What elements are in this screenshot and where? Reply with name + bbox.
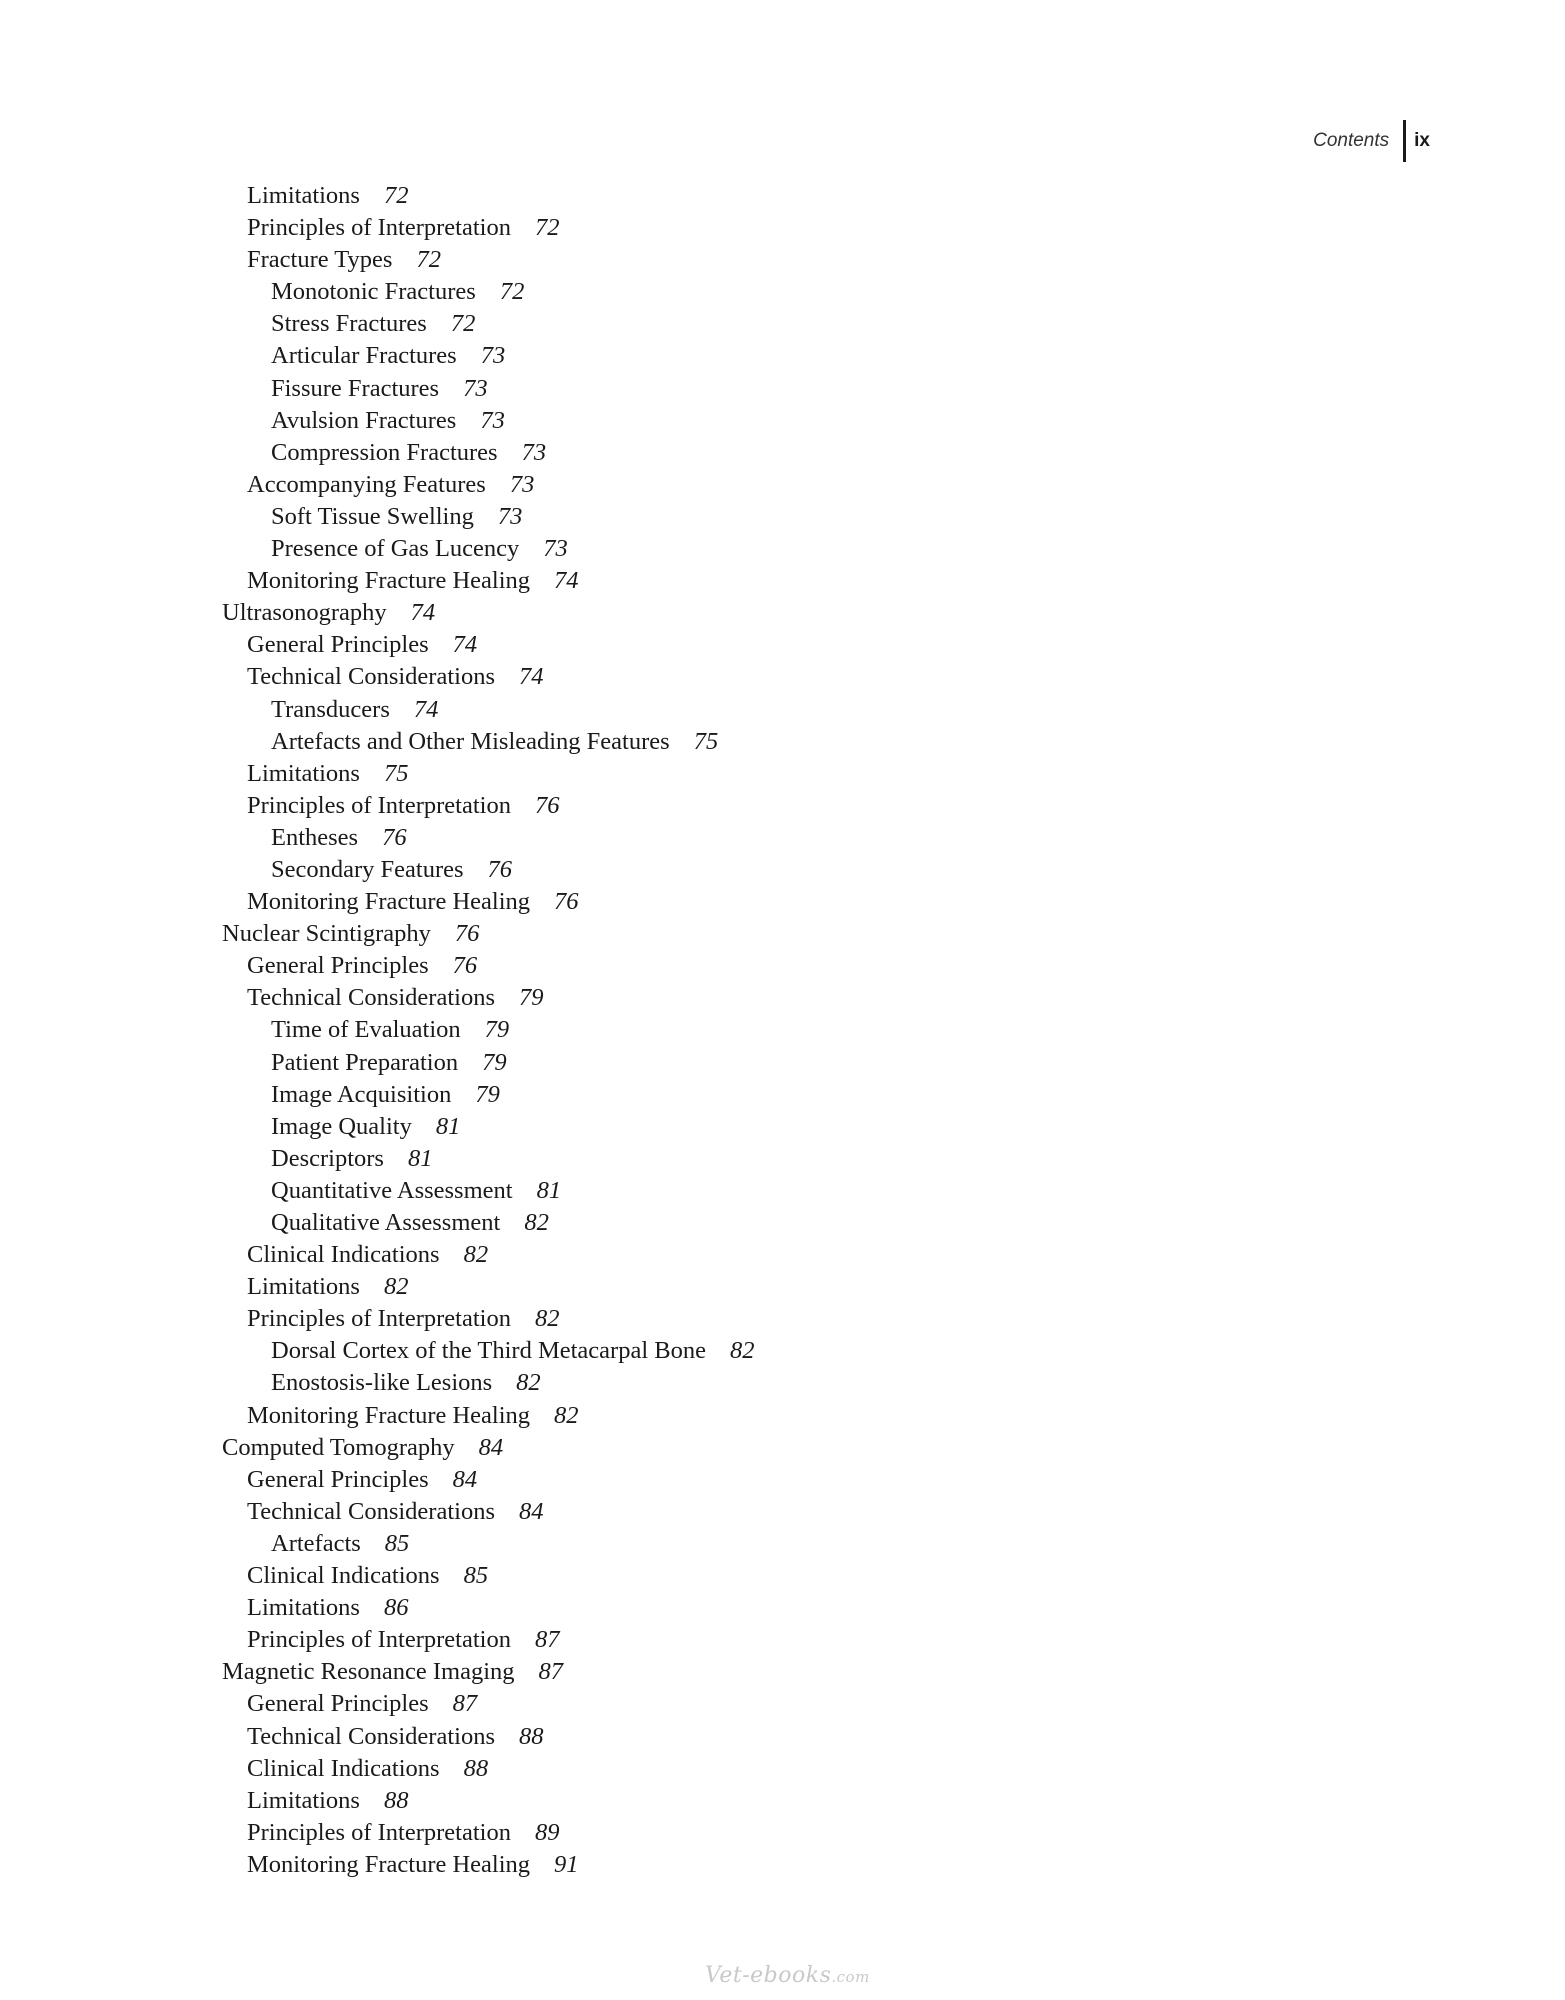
toc-entry-title: Limitations [247, 1786, 360, 1814]
toc-entry [222, 1721, 754, 1753]
running-head-section: Contents [1313, 130, 1390, 151]
toc-entry-page: 85 [384, 1529, 410, 1557]
toc-entry-page: 81 [407, 1144, 433, 1172]
toc-entry-title: Avulsion Fractures [271, 406, 457, 434]
toc-entry [222, 1367, 754, 1399]
toc-entry-page: 87 [534, 1626, 560, 1654]
toc-entry [222, 1239, 754, 1271]
toc-entry-page: 84 [518, 1497, 544, 1525]
toc-entry-page: 79 [482, 1048, 507, 1076]
toc-entry [222, 1624, 754, 1656]
toc-entry-title: Fracture Types [247, 246, 393, 274]
toc-entry-page: 74 [413, 695, 439, 723]
toc-entry-title: Limitations [247, 1273, 360, 1301]
toc-entry-title: Time of Evaluation [271, 1016, 461, 1044]
toc-entry [222, 1111, 754, 1143]
toc-entry-title: Compression Fractures [271, 438, 498, 466]
toc-entry [222, 1592, 754, 1624]
toc-entry-page: 72 [416, 246, 441, 274]
toc-entry-title: Ultrasonography [222, 599, 387, 627]
toc-entry-title: Patient Preparation [271, 1048, 459, 1076]
toc-entry [222, 469, 754, 501]
toc-entry-title: General Principles [247, 1690, 429, 1718]
page-number: ix [1414, 130, 1430, 151]
toc-entry [222, 1496, 754, 1528]
toc-entry [222, 1143, 754, 1175]
toc-entry-title: Monitoring Fracture Healing [247, 567, 531, 595]
toc-entry [222, 1753, 754, 1785]
toc-entry-title: Dorsal Cortex of the Third Metacarpal Bone [271, 1337, 706, 1365]
toc-entry-title: General Principles [247, 631, 429, 659]
toc-entry [222, 1400, 754, 1432]
toc-entry [222, 180, 754, 212]
toc-entry [222, 533, 754, 565]
toc-entry-page: 76 [382, 823, 407, 851]
toc-entry [222, 1464, 754, 1496]
toc-entry-page: 84 [478, 1433, 504, 1461]
toc-entry-title: Accompanying Features [247, 470, 486, 498]
toc-entry-page: 87 [452, 1690, 478, 1718]
toc-entry-page: 73 [543, 535, 568, 563]
toc-entry-title: Monitoring Fracture Healing [247, 1401, 531, 1429]
toc-entry-page: 76 [452, 952, 478, 980]
toc-entry-title: Principles of Interpretation [247, 1305, 511, 1333]
watermark-name: Vet-ebooks [705, 1963, 832, 1988]
toc-entry [222, 790, 754, 822]
toc-entry-page: 82 [729, 1337, 755, 1365]
toc-entry-page: 82 [524, 1209, 549, 1236]
toc-entry [222, 1207, 754, 1239]
running-head [1313, 120, 1430, 162]
toc-entry-title: Technical Considerations [247, 984, 495, 1012]
toc-entry [222, 661, 754, 693]
toc-entry [222, 1175, 754, 1207]
toc-entry [222, 629, 754, 661]
toc-entry-page: 82 [463, 1241, 489, 1269]
toc-entry-title: Magnetic Resonance Imaging [222, 1658, 515, 1686]
toc-entry-page: 72 [534, 214, 560, 242]
toc-entry-page: 74 [554, 567, 579, 595]
toc-entry [222, 308, 754, 340]
toc-entry [222, 854, 754, 886]
toc-entry-title: General Principles [247, 952, 429, 980]
toc-entry-page: 88 [463, 1754, 489, 1782]
toc-entry [222, 982, 754, 1014]
toc-entry-page: 76 [534, 791, 560, 819]
toc-entry [222, 597, 754, 629]
toc-entry-title: Principles of Interpretation [247, 1626, 511, 1654]
toc-entry [222, 1817, 754, 1849]
toc-entry [222, 405, 754, 437]
toc-entry-page: 76 [487, 855, 513, 883]
toc-entry-page: 75 [693, 727, 719, 755]
toc-entry-page: 81 [536, 1176, 562, 1204]
toc-entry-page: 74 [452, 631, 478, 659]
toc-entry-page: 72 [450, 310, 476, 338]
watermark-logo [705, 1963, 870, 1988]
toc-entry-title: Principles of Interpretation [247, 214, 511, 242]
toc-entry-title: Monitoring Fracture Healing [247, 888, 531, 916]
toc-entry-title: Enostosis-like Lesions [271, 1369, 493, 1397]
toc-entry [222, 1079, 754, 1111]
toc-entry-page: 87 [538, 1658, 564, 1686]
toc-entry-title: Principles of Interpretation [247, 1818, 511, 1846]
toc-entry-page: 73 [480, 342, 506, 370]
toc-entry-title: Monotonic Fractures [271, 278, 476, 306]
toc-entry-title: Stress Fractures [271, 310, 427, 338]
toc-entry-title: Clinical Indications [247, 1754, 440, 1782]
toc-entry-title: Technical Considerations [247, 663, 495, 691]
toc-entry-title: Qualitative Assessment [271, 1209, 501, 1236]
toc-entry-title: Technical Considerations [247, 1497, 495, 1525]
toc-entry-page: 72 [499, 278, 525, 306]
toc-entry-title: Artefacts and Other Misleading Features [271, 727, 670, 755]
toc-entry [222, 758, 754, 790]
toc-entry-title: Presence of Gas Lucency [271, 535, 520, 563]
toc-entry-page: 73 [521, 438, 547, 466]
toc-entry [222, 212, 754, 244]
table-of-contents [222, 180, 754, 1881]
toc-entry-title: Image Acquisition [271, 1080, 452, 1108]
toc-entry [222, 1785, 754, 1817]
toc-entry-page: 91 [554, 1850, 579, 1878]
toc-entry [222, 373, 754, 405]
toc-entry [222, 1688, 754, 1720]
toc-entry-page: 85 [463, 1562, 489, 1590]
toc-entry-page: 72 [383, 182, 409, 209]
toc-entry-page: 88 [383, 1786, 409, 1814]
toc-entry-page: 75 [383, 759, 409, 787]
toc-entry-page: 89 [534, 1818, 560, 1846]
toc-entry-title: General Principles [247, 1465, 429, 1493]
toc-entry-page: 73 [463, 374, 488, 402]
toc-entry-title: Limitations [247, 182, 360, 209]
toc-entry [222, 437, 754, 469]
toc-entry [222, 1014, 754, 1046]
toc-entry-page: 82 [516, 1369, 541, 1397]
toc-entry-page: 86 [383, 1594, 409, 1622]
toc-entry [222, 1271, 754, 1303]
toc-entry-page: 82 [554, 1401, 579, 1429]
toc-entry-title: Principles of Interpretation [247, 791, 511, 819]
toc-entry-title: Monitoring Fracture Healing [247, 1850, 531, 1878]
toc-entry-page: 73 [497, 502, 523, 530]
toc-entry [222, 1849, 754, 1881]
toc-entry-page: 76 [454, 920, 480, 948]
toc-entry-title: Secondary Features [271, 855, 464, 883]
toc-entry-title: Clinical Indications [247, 1241, 440, 1269]
toc-entry [222, 726, 754, 758]
toc-entry [222, 1656, 754, 1688]
toc-entry [222, 244, 754, 276]
toc-entry [222, 1335, 754, 1367]
toc-entry [222, 1047, 754, 1079]
toc-entry [222, 565, 754, 597]
toc-entry-title: Quantitative Assessment [271, 1176, 513, 1204]
toc-entry [222, 822, 754, 854]
toc-entry [222, 276, 754, 308]
toc-entry-title: Limitations [247, 1594, 360, 1622]
toc-entry-page: 73 [509, 470, 535, 498]
toc-entry-page: 74 [518, 663, 544, 691]
toc-entry [222, 501, 754, 533]
toc-entry [222, 340, 754, 372]
watermark-suffix: .com [831, 1968, 870, 1986]
toc-entry-title: Image Quality [271, 1112, 412, 1140]
toc-entry-page: 79 [518, 984, 544, 1012]
toc-entry-page: 81 [435, 1112, 461, 1140]
toc-entry-title: Nuclear Scintigraphy [222, 920, 431, 948]
toc-entry [222, 694, 754, 726]
toc-entry-page: 82 [383, 1273, 409, 1301]
toc-entry-title: Entheses [271, 823, 359, 851]
toc-entry-page: 82 [534, 1305, 560, 1333]
toc-entry-title: Articular Fractures [271, 342, 457, 370]
toc-entry [222, 1432, 754, 1464]
toc-entry-page: 79 [484, 1016, 510, 1044]
toc-entry-page: 76 [554, 888, 579, 916]
toc-entry-title: Limitations [247, 759, 360, 787]
toc-entry-title: Artefacts [271, 1529, 361, 1557]
toc-entry-title: Transducers [271, 695, 390, 723]
toc-entry [222, 1528, 754, 1560]
toc-entry [222, 1560, 754, 1592]
toc-entry-page: 74 [410, 599, 436, 627]
toc-entry-page: 73 [480, 406, 505, 434]
toc-entry [222, 1303, 754, 1335]
toc-entry-title: Soft Tissue Swelling [271, 502, 474, 530]
toc-entry-title: Fissure Fractures [271, 374, 440, 402]
toc-entry-title: Descriptors [271, 1144, 384, 1172]
toc-entry [222, 950, 754, 982]
toc-entry-title: Technical Considerations [247, 1722, 495, 1750]
toc-entry-page: 88 [518, 1722, 544, 1750]
toc-entry [222, 886, 754, 918]
toc-entry [222, 918, 754, 950]
toc-entry-title: Computed Tomography [222, 1433, 455, 1461]
toc-entry-title: Clinical Indications [247, 1562, 440, 1590]
toc-entry-page: 84 [452, 1465, 478, 1493]
toc-entry-page: 79 [475, 1080, 500, 1108]
